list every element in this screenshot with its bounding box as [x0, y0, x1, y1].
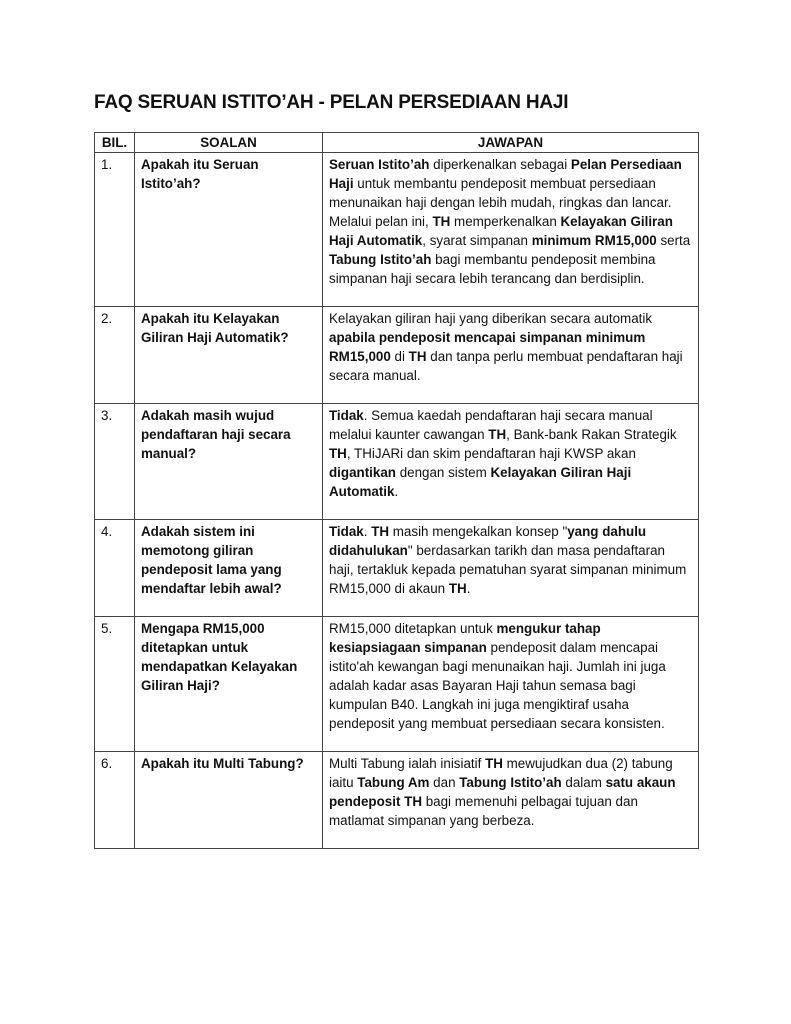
answer-text: dengan sistem [395, 465, 491, 480]
answer-text: RM15,000 ditetapkan untuk [329, 621, 497, 636]
table-row [95, 520, 699, 617]
answer-emphasis: Kelayakan Giliran Haji Automatik [329, 465, 632, 499]
answer-emphasis: mengukur tahap kesiapsiagaan simpanan [329, 621, 601, 655]
row-number: 3. [95, 404, 135, 520]
answer-emphasis: Tabung Istito’ah [329, 252, 432, 267]
answer-emphasis: Tidak [329, 524, 364, 539]
answer-text: . [466, 581, 471, 596]
answer-text: di [390, 349, 409, 364]
answer-text: . [363, 524, 372, 539]
faq-table [94, 132, 699, 849]
table-row [95, 153, 699, 307]
answer-emphasis: TH [408, 349, 427, 364]
answer-emphasis: Kelayakan Giliran Haji Automatik [329, 214, 673, 248]
answer-emphasis: satu akaun pendeposit TH [329, 775, 676, 809]
header-jawapan: JAWAPAN [323, 133, 699, 153]
answer-text: , Bank-bank Rakan Strategik [506, 427, 677, 442]
answer-text: Multi Tabung ialah inisiatif [329, 756, 486, 771]
row-number: 6. [95, 752, 135, 849]
row-number: 5. [95, 617, 135, 752]
table-row [95, 307, 699, 404]
table-row [95, 404, 699, 520]
answer-text: bagi membantu pendeposit membina simpanan haji secara lebih terancang dan berdisiplin. [329, 252, 656, 286]
answer-text: pendeposit dalam mencapai istito'ah kewangan bagi menunaikan haji. Jumlah ini juga adalah kadar asas Bayaran Haji tahun semasa bagi kumpulan B40. Langkah ini juga mengiktiraf usaha pendeposit yang membuat persediaan secara konsisten. [329, 640, 666, 731]
page-title: FAQ SERUAN ISTITO’AH - PELAN PERSEDIAAN HAJI [94, 92, 569, 113]
answer-emphasis: Tabung Am [357, 775, 430, 790]
answer-text: " berdasarkan tarikh dan masa pendaftaran haji, tertakluk kepada pematuhan syarat simpanan minimum RM15,000 di akaun [329, 543, 687, 596]
answer-emphasis: TH [329, 446, 347, 461]
answer-text: , THiJARi dan skim pendaftaran haji KWSP akan [346, 446, 636, 461]
row-answer [323, 404, 699, 520]
answer-emphasis: Pelan Persediaan Haji [329, 157, 682, 191]
answer-emphasis: digantikan [329, 465, 396, 480]
row-answer [323, 752, 699, 849]
row-question: Mengapa RM15,000 ditetapkan untuk mendapatkan Kelayakan Giliran Haji? [135, 617, 323, 752]
answer-text: . [394, 484, 399, 499]
table-row [95, 617, 699, 752]
row-number: 4. [95, 520, 135, 617]
faq-body [95, 153, 699, 849]
row-question: Apakah itu Seruan Istito’ah? [135, 153, 323, 307]
answer-emphasis: TH [485, 756, 503, 771]
row-number: 1. [95, 153, 135, 307]
answer-text: mewujudkan dua (2) tabung iaitu [329, 756, 673, 790]
answer-emphasis: TH [432, 214, 451, 229]
answer-text: Kelayakan giliran haji yang diberikan secara automatik [329, 311, 653, 326]
answer-text: masih mengekalkan konsep " [389, 524, 568, 539]
table-row [95, 752, 699, 849]
answer-emphasis: minimum RM15,000 [531, 233, 657, 248]
row-number: 2. [95, 307, 135, 404]
row-question: Adakah sistem ini memotong giliran pendeposit lama yang mendaftar lebih awal? [135, 520, 323, 617]
header-soalan: SOALAN [135, 133, 323, 153]
answer-emphasis: yang dahulu didahulukan [329, 524, 647, 558]
answer-text: dan [429, 775, 460, 790]
answer-emphasis: TH [488, 427, 507, 442]
answer-text: serta [656, 233, 691, 248]
row-question: Apakah itu Multi Tabung? [135, 752, 323, 849]
answer-emphasis: Tidak [329, 408, 364, 423]
answer-text: dalam [561, 775, 606, 790]
row-question: Apakah itu Kelayakan Giliran Haji Automatik? [135, 307, 323, 404]
answer-emphasis: Seruan Istito’ah [329, 157, 430, 172]
answer-emphasis: TH [448, 581, 467, 596]
answer-emphasis: TH [371, 524, 390, 539]
header-bil: BIL. [95, 133, 135, 153]
answer-text: diperkenalkan sebagai [429, 157, 571, 172]
answer-text: . Semua kaedah pendaftaran haji secara manual melalui kaunter cawangan [329, 408, 653, 442]
answer-emphasis: apabila pendeposit mencapai simpanan minimum RM15,000 [329, 330, 646, 364]
row-answer [323, 617, 699, 752]
answer-text: untuk membantu pendeposit membuat persediaan menunaikan haji dengan lebih mudah, ringkas dan lancar. Melalui pelan ini, [329, 176, 672, 229]
table-header-row [95, 133, 699, 153]
answer-text: memperkenalkan [450, 214, 561, 229]
row-question: Adakah masih wujud pendaftaran haji secara manual? [135, 404, 323, 520]
row-answer [323, 520, 699, 617]
answer-emphasis: Tabung Istito’ah [459, 775, 562, 790]
answer-text: , syarat simpanan [422, 233, 532, 248]
row-answer [323, 153, 699, 307]
answer-text: dan tanpa perlu membuat pendaftaran haji secara manual. [329, 349, 683, 383]
answer-text: bagi memenuhi pelbagai tujuan dan matlamat simpanan yang berbeza. [329, 794, 638, 828]
row-answer [323, 307, 699, 404]
